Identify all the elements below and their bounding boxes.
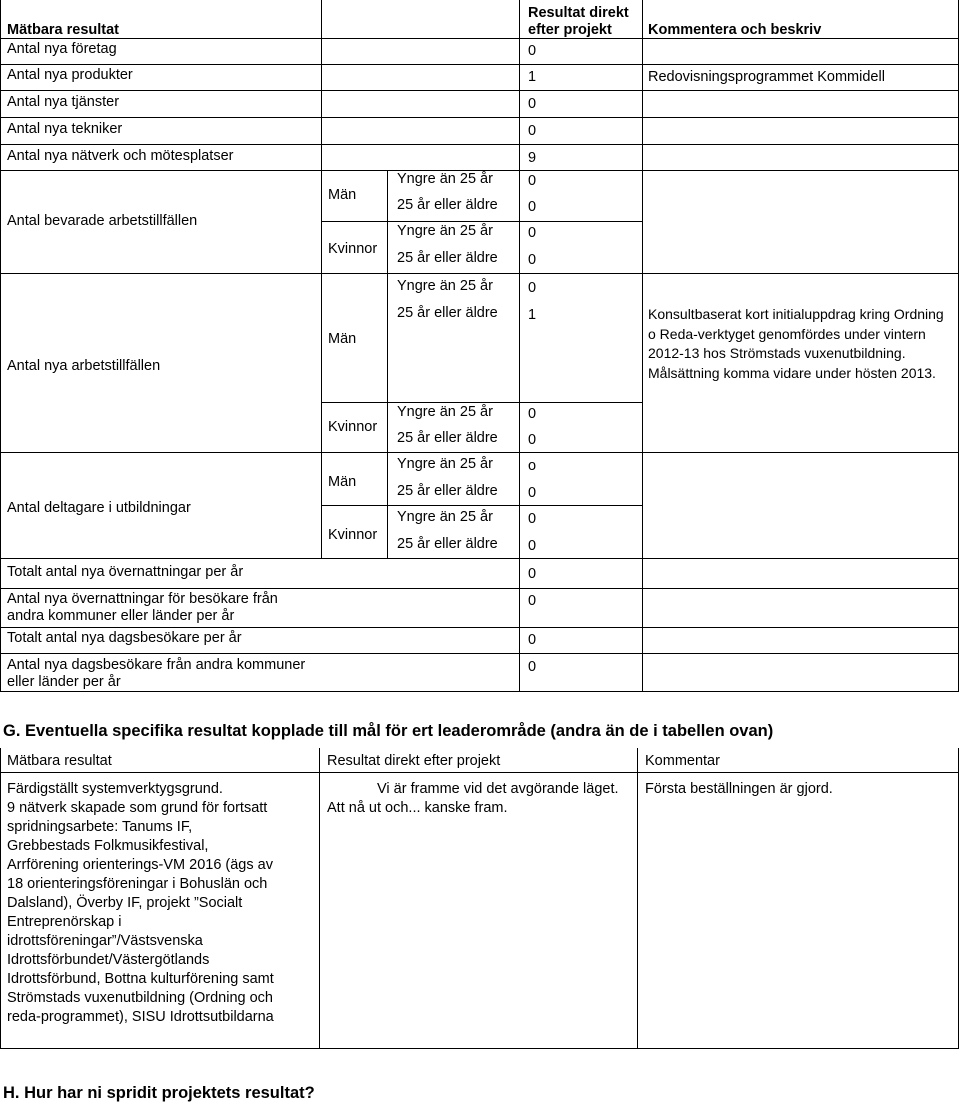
g-comment: Första beställningen är gjord. (645, 781, 833, 797)
g-result-line: Grebbestads Folkmusikfestival, (7, 838, 209, 854)
new-men-young-label: Yngre än 25 år (397, 278, 493, 294)
part-men-young-value: o (528, 458, 537, 474)
g-result-line: Strömstads vuxenutbildning (Ordning och (7, 990, 273, 1006)
g-direct-header: Resultat direkt efter projekt (327, 753, 501, 769)
new-men-old-label: 25 år eller äldre (397, 305, 498, 321)
section-h-heading: H. Hur har ni spridit projektets resultat? (3, 1084, 315, 1102)
technologies-value: 0 (528, 123, 537, 139)
table1-value-header-1: Resultat direkt (528, 5, 629, 21)
services-value: 0 (528, 96, 537, 112)
new-jobs-women: Kvinnor (328, 419, 378, 435)
companies-value: 0 (528, 43, 537, 59)
kept-women-old-value: 0 (528, 252, 537, 268)
g-result-line: Dalsland), Överby IF, projekt ”Socialt (7, 895, 243, 911)
participants-women: Kvinnor (328, 527, 378, 543)
g-result-line: Arrförening orienterings-VM 2016 (ägs av (7, 857, 273, 873)
kept-jobs-men: Män (328, 187, 357, 203)
new-women-young-label: Yngre än 25 år (397, 404, 493, 420)
part-women-old-value: 0 (528, 538, 537, 554)
day-visitors-other-value: 0 (528, 659, 537, 675)
g-result-line: 18 orienteringsföreningar i Bohuslän och (7, 876, 268, 892)
companies-label: Antal nya företag (7, 41, 117, 57)
services-label: Antal nya tjänster (7, 94, 120, 110)
g-result-line: Idrottsförbund, Bottna kulturförening samt (7, 971, 274, 987)
part-women-young-value: 0 (528, 511, 537, 527)
new-women-old-label: 25 år eller äldre (397, 430, 498, 446)
kept-jobs-women: Kvinnor (328, 241, 378, 257)
participants-label: Antal deltagare i utbildningar (7, 500, 191, 516)
products-comment: Redovisningsprogrammet Kommidell (648, 69, 885, 85)
day-visitors-other-label-2: eller länder per år (7, 674, 121, 690)
part-men-old-value: 0 (528, 485, 537, 501)
g-result-line: reda-programmet), SISU Idrottsutbildarna (7, 1009, 274, 1025)
kept-men-old-value: 0 (528, 199, 537, 215)
kept-men-young-label: Yngre än 25 år (397, 171, 493, 187)
part-men-old-label: 25 år eller äldre (397, 483, 498, 499)
networks-label: Antal nya nätverk och mötesplatser (7, 148, 234, 164)
g-result-line: Idrottsförbundet/Västergötlands (7, 952, 210, 968)
g-result-line: Entreprenörskap i (7, 914, 122, 930)
g-comment-header: Kommentar (645, 753, 720, 769)
products-value: 1 (528, 69, 537, 85)
new-men-old-value: 1 (528, 307, 537, 323)
g-result-line: spridningsarbete: Tanums IF, (7, 819, 193, 835)
new-women-young-value: 0 (528, 406, 537, 422)
g-result-header: Mätbara resultat (7, 753, 112, 769)
day-visitors-other-label-1: Antal nya dagsbesökare från andra kommuner (7, 657, 306, 673)
overnight-visitors-value: 0 (528, 593, 537, 609)
kept-women-young-value: 0 (528, 225, 537, 241)
section-g-heading: G. Eventuella specifika resultat kopplade till mål för ert leaderområde (andra än de i tabellen ovan) (3, 722, 774, 740)
part-women-old-label: 25 år eller äldre (397, 536, 498, 552)
new-jobs-label: Antal nya arbetstillfällen (7, 358, 161, 374)
new-women-old-value: 0 (528, 432, 537, 448)
products-label: Antal nya produkter (7, 67, 133, 83)
g-result-line: idrottsföreningar”/Västsvenska (7, 933, 203, 949)
kept-men-young-value: 0 (528, 173, 537, 189)
g-result-line: 9 nätverk skapade som grund för fortsatt (7, 800, 268, 816)
g-direct-result: Vi är framme vid det avgörande läget. Att nå ut och... kanske fram. (327, 781, 619, 816)
networks-value: 9 (528, 150, 537, 166)
kept-jobs-label: Antal bevarade arbetstillfällen (7, 213, 198, 229)
part-men-young-label: Yngre än 25 år (397, 456, 493, 472)
table1-value-header-2: efter projekt (528, 22, 612, 38)
participants-men: Män (328, 474, 357, 490)
new-jobs-comment: Konsultbaserat kort initialuppdrag kring Ordning o Reda-verktyget genomfördes under vintern 2012-13 hos Strömstads vuxenutbildning. Målsättning komma vidare under hösten 2013. (648, 306, 944, 381)
technologies-label: Antal nya tekniker (7, 121, 123, 137)
new-men-young-value: 0 (528, 280, 537, 296)
overnight-total-value: 0 (528, 566, 537, 582)
day-visitors-total-label: Totalt antal nya dagsbesökare per år (7, 630, 242, 646)
day-visitors-total-value: 0 (528, 632, 537, 648)
kept-men-old-label: 25 år eller äldre (397, 197, 498, 213)
g-result-text (7, 780, 315, 1027)
g-result-line: Färdigställt systemverktygsgrund. (7, 781, 223, 797)
table1-comment-header: Kommentera och beskriv (648, 22, 822, 38)
overnight-total-label: Totalt antal nya övernattningar per år (7, 564, 244, 580)
new-jobs-men: Män (328, 331, 357, 347)
kept-women-old-label: 25 år eller äldre (397, 250, 498, 266)
table1-result-header: Mätbara resultat (7, 22, 120, 38)
overnight-visitors-label-1: Antal nya övernattningar för besökare från (7, 591, 278, 607)
overnight-visitors-label-2: andra kommuner eller länder per år (7, 608, 235, 624)
part-women-young-label: Yngre än 25 år (397, 509, 493, 525)
kept-women-young-label: Yngre än 25 år (397, 223, 493, 239)
